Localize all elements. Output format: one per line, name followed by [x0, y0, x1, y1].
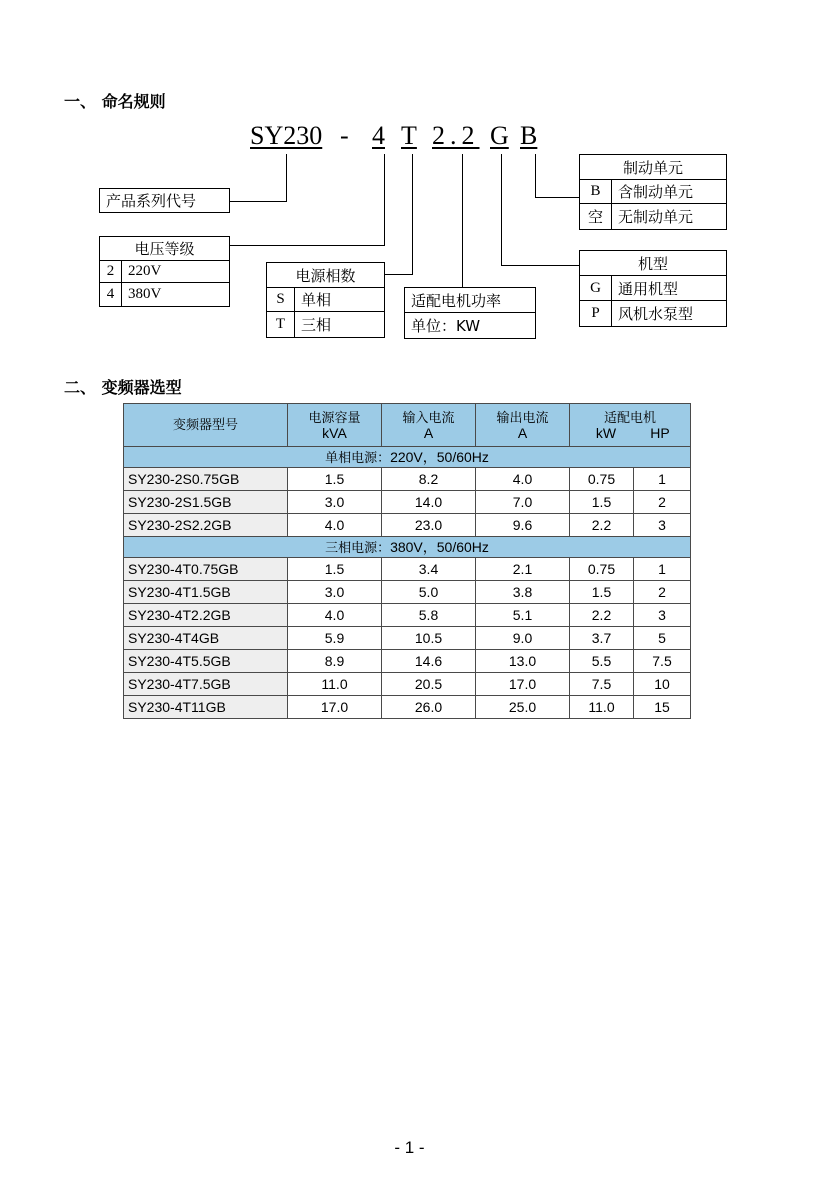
cell-motor-hp: 5 [634, 627, 691, 650]
code-power: 2.2 [432, 121, 480, 150]
code-brake: B [520, 121, 538, 150]
table-row [124, 491, 691, 514]
phase-box [266, 262, 385, 338]
cell-motor-kw: 0.75 [570, 468, 634, 491]
group-row-three-phase [124, 537, 691, 558]
type-code-2: P [580, 301, 612, 326]
header-capacity: 电源容量 kVA [288, 404, 382, 447]
power-unit: 单位：KW [411, 317, 481, 335]
brake-value-1: 含制动单元 [612, 180, 726, 204]
header-model: 变频器型号 [124, 404, 288, 447]
cell-model: SY230-2S0.75GB [124, 468, 288, 491]
connector-line [535, 154, 536, 198]
cell-motor-kw: 2.2 [570, 514, 634, 537]
brake-box [579, 154, 727, 230]
brake-code-2: 空 [580, 204, 612, 229]
cell-input-current: 14.0 [382, 491, 476, 514]
voltage-value-2: 380V [128, 286, 162, 302]
voltage-value-1: 220V [122, 261, 229, 283]
cell-model: SY230-4T5.5GB [124, 650, 288, 673]
cell-input-current: 3.4 [382, 558, 476, 581]
cell-capacity: 8.9 [288, 650, 382, 673]
cell-motor-hp: 1 [634, 468, 691, 491]
type-title: 机型 [580, 251, 726, 276]
page-number: - 1 - [394, 1138, 425, 1157]
table-row [124, 558, 691, 581]
cell-motor-hp: 7.5 [634, 650, 691, 673]
phase-code-1: S [267, 288, 295, 312]
cell-motor-kw: 1.5 [570, 491, 634, 514]
power-box [404, 287, 536, 339]
connector-line [286, 154, 287, 202]
connector-line [229, 245, 385, 246]
cell-model: SY230-4T0.75GB [124, 558, 288, 581]
type-code-1: G [580, 276, 612, 301]
cell-model: SY230-4T7.5GB [124, 673, 288, 696]
cell-model: SY230-4T4GB [124, 627, 288, 650]
cell-motor-hp: 3 [634, 604, 691, 627]
cell-input-current: 10.5 [382, 627, 476, 650]
cell-motor-hp: 15 [634, 696, 691, 719]
cell-output-current: 25.0 [476, 696, 570, 719]
cell-output-current: 2.1 [476, 558, 570, 581]
table-row [124, 514, 691, 537]
connector-line [229, 201, 287, 202]
table-header-row [124, 404, 691, 447]
series-label: 产品系列代号 [106, 192, 197, 210]
cell-output-current: 3.8 [476, 581, 570, 604]
phase-value-2: 三相 [301, 316, 332, 334]
header-motor: 适配电机 kW HP [570, 404, 691, 447]
cell-input-current: 26.0 [382, 696, 476, 719]
connector-line [412, 154, 413, 275]
cell-output-current: 4.0 [476, 468, 570, 491]
cell-motor-hp: 3 [634, 514, 691, 537]
cell-capacity: 1.5 [288, 558, 382, 581]
cell-model: SY230-4T1.5GB [124, 581, 288, 604]
connector-line [384, 274, 413, 275]
table-row [124, 604, 691, 627]
cell-motor-hp: 1 [634, 558, 691, 581]
table-row [124, 581, 691, 604]
cell-capacity: 11.0 [288, 673, 382, 696]
code-series: SY230 [250, 121, 323, 150]
cell-motor-kw: 7.5 [570, 673, 634, 696]
cell-motor-hp: 2 [634, 581, 691, 604]
cell-output-current: 7.0 [476, 491, 570, 514]
group-label-single-phase: 单相电源：220V，50/60Hz [124, 447, 691, 468]
table-row [124, 696, 691, 719]
section-title-selection: 二、 变频器选型 [64, 378, 182, 397]
cell-input-current: 8.2 [382, 468, 476, 491]
cell-capacity: 1.5 [288, 468, 382, 491]
cell-input-current: 23.0 [382, 514, 476, 537]
phase-title: 电源相数 [267, 263, 384, 288]
cell-input-current: 14.6 [382, 650, 476, 673]
connector-line [501, 265, 579, 266]
header-output-current: 输出电流 A [476, 404, 570, 447]
series-box [99, 188, 230, 213]
phase-value-1: 单相 [295, 288, 384, 312]
cell-motor-kw: 5.5 [570, 650, 634, 673]
connector-line [462, 154, 463, 287]
voltage-title: 电压等级 [100, 237, 229, 261]
cell-model: SY230-2S2.2GB [124, 514, 288, 537]
cell-capacity: 5.9 [288, 627, 382, 650]
cell-capacity: 3.0 [288, 581, 382, 604]
cell-capacity: 4.0 [288, 514, 382, 537]
connector-line [501, 154, 502, 266]
cell-input-current: 5.0 [382, 581, 476, 604]
code-dash: - [340, 121, 349, 150]
connector-line [535, 197, 579, 198]
voltage-code-2: 4 [100, 283, 122, 306]
power-title: 适配电机功率 [405, 288, 535, 313]
header-input-current: 输入电流 A [382, 404, 476, 447]
cell-motor-kw: 11.0 [570, 696, 634, 719]
connector-line [384, 154, 385, 246]
cell-motor-kw: 3.7 [570, 627, 634, 650]
code-phase: T [401, 121, 417, 150]
cell-capacity: 3.0 [288, 491, 382, 514]
cell-capacity: 17.0 [288, 696, 382, 719]
inverter-spec-table [123, 403, 691, 719]
type-value-1: 通用机型 [612, 276, 726, 301]
cell-output-current: 13.0 [476, 650, 570, 673]
code-voltage: 4 [372, 121, 385, 150]
type-box [579, 250, 727, 327]
cell-input-current: 5.8 [382, 604, 476, 627]
brake-value-2: 无制动单元 [618, 208, 694, 226]
phase-code-2: T [267, 312, 295, 337]
code-type: G [490, 121, 509, 150]
table-row [124, 650, 691, 673]
cell-model: SY230-4T2.2GB [124, 604, 288, 627]
voltage-code-1: 2 [100, 261, 122, 283]
cell-motor-hp: 10 [634, 673, 691, 696]
cell-motor-hp: 2 [634, 491, 691, 514]
cell-output-current: 9.0 [476, 627, 570, 650]
brake-code-1: B [580, 180, 612, 204]
cell-motor-kw: 2.2 [570, 604, 634, 627]
table-row [124, 627, 691, 650]
table-row [124, 468, 691, 491]
cell-motor-kw: 0.75 [570, 558, 634, 581]
voltage-box [99, 236, 230, 307]
cell-capacity: 4.0 [288, 604, 382, 627]
cell-output-current: 17.0 [476, 673, 570, 696]
cell-model: SY230-4T11GB [124, 696, 288, 719]
cell-input-current: 20.5 [382, 673, 476, 696]
group-row-single-phase [124, 447, 691, 468]
section-title-naming: 一、 命名规则 [64, 92, 166, 111]
type-value-2: 风机水泵型 [618, 305, 694, 323]
cell-model: SY230-2S1.5GB [124, 491, 288, 514]
group-label-three-phase: 三相电源：380V，50/60Hz [124, 537, 691, 558]
brake-title: 制动单元 [580, 155, 726, 180]
cell-output-current: 5.1 [476, 604, 570, 627]
table-row [124, 673, 691, 696]
cell-motor-kw: 1.5 [570, 581, 634, 604]
cell-output-current: 9.6 [476, 514, 570, 537]
